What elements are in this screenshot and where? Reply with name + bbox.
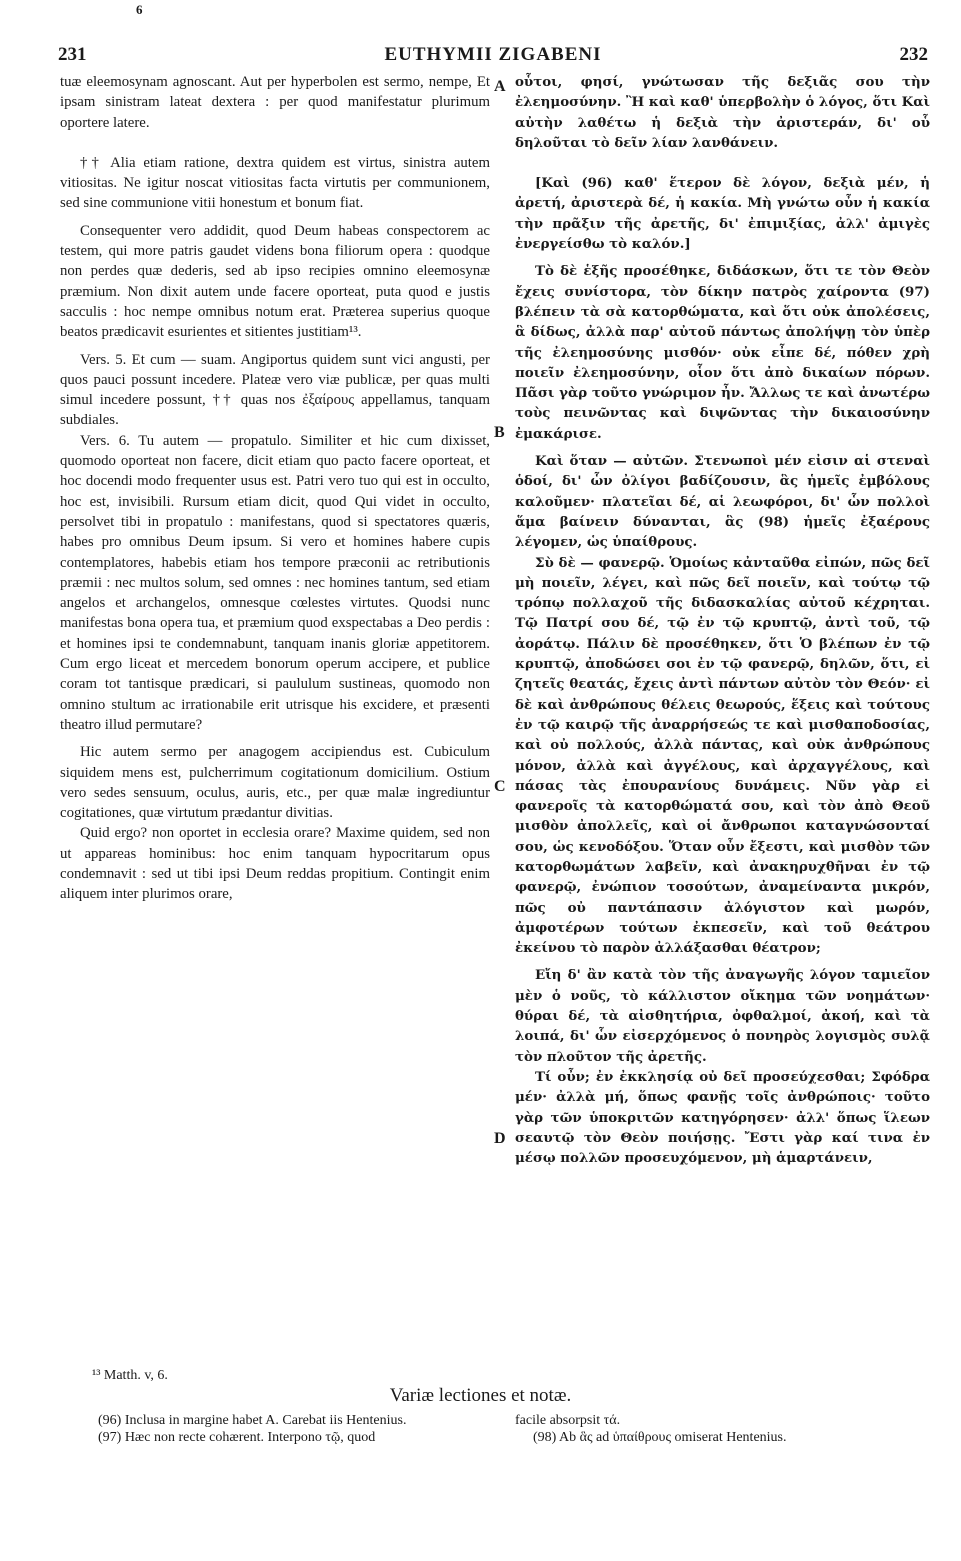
variae-note: (97) Hæc non recte cohærent. Interpono τῷ, quod (98, 1430, 376, 1445)
greek-paragraph: Τί οὖν; ἐν ἐκκλησίᾳ οὐ δεῖ προσεύχεσθαι; Σφόδρα μέν· ἀλλὰ μή, ὅπως φανῇς τοῖς ἀνθρώποις· τοῦτο γὰρ τῶν ὑποκριτῶν κατηγόρησεν· ἀλλ' ὅπως ἵλεων σεαυτῷ τὸν Θεὸν ποιήσῃς. Ἔστι γὰρ καί τινα ἐν μέσῳ πολλῶν προσευχόμενον, μὴ ἁμαρτάνειν, (515, 1068, 930, 1167)
latin-paragraph: Vers. 6. Tu autem — propatulo. Similiter et hic cum dixisset, quomodo oporteat non facere, dicit etiam quo pacto facere oporteat, et hoc docendi modo frequenter usus est. Patri vero tuo qui est in occulto, hoc est, invisibili. Rursum etiam dicit, quod Qui videt in occulto, persolvet tibi in propatulo : manifestans, quod si spectatores quæris, habes pro omnibus Deum ipsum. Si vero et homines habere cupis contemplatores, habebis etiam hos tempore præconii ac retributionis præmii : nec multos solum, sed omnes : nec homines tantum, sed etiam angelos et archangelos, omnesque cœlestes virtutes. Quodsi nunc manifestas bona opera tua, et præmium quod exspectabas a Deo perdis : et homines ipsi te condemnabunt, tanquam inanis gloriæ appetitorem. Cum ergo liceat et mercedem bonorum operum accipere, et publice coram tot tantisque prædicari, si paululum sustineas, quomodo non omnino stultum ac irrationabile erit utrisque his excidere, et præsenti theatro illud permutare? (60, 432, 490, 733)
greek-paragraph: [Καὶ (96) καθ' ἕτερον δὲ λόγον, δεξιὰ μέν, ἡ ἀρετή, ἀριστερὰ δέ, ἡ κακία. Μὴ γνώτω οὖν ἡ κακία τὴν πρᾶξιν τῆς ἀρετῆς, δι' ἐπιμιξίας, ἀλλ' ἀμιγὲς ἐνεργείσθω τὸ καλόν.] (515, 175, 930, 253)
latin-paragraph: Vers. 5. Et cum — suam. Angiportus quidem sunt vici angusti, per quos pauci possunt incedere. Plateæ vero viæ publicæ, per quas multi simul incedere possunt, †† quas nos ἐξαίρους appellamus, tanquam subdiales. (60, 351, 490, 429)
latin-paragraph: Hic autem sermo per anagogem accipiendus est. Cubiculum siquidem mens est, pulcherrimum cogitationum domicilium. Ostium vero sedes sensuum, oculus, auris, etc., per quæ malæ ingrediuntur cogitationes, quæ virtutum prædantur divitias. (60, 744, 490, 822)
running-title: EUTHYMII ZIGABENI (384, 44, 602, 65)
page-number-right: 232 (899, 44, 928, 65)
greek-paragraph: Εἴη δ' ἂν κατὰ τὸν τῆς ἀναγωγῆς λόγον ταμιεῖον μὲν ὁ νοῦς, τὸ κάλλιστον οἴκημα τῶν νοημάτων· θύραι δέ, τὰ αἰσθητήρια, ὀφθαλμοί, ἀκοή, καὶ τὰ λοιπά, δι' ὧν εἰσερχόμενος ὁ πονηρὸς λογισμὸς συλᾷ τὸν πλοῦτον τῆς ἀρετῆς. (515, 967, 930, 1065)
greek-paragraph: Καὶ ὅταν — αὐτῶν. Στενωποὶ μέν εἰσιν αἱ στεναὶ ὁδοί, δι' ὧν ὀλίγοι βαδίζουσιν, ἃς ἡμεῖς ἐμβόλους καλοῦμεν· πλατεῖαι δέ, αἱ λεωφόροι, δι' ὧν πολλοὶ ἅμα βαίνειν δύνανται, ἃς (98) ἡμεῖς ἐξαέρους λέγομεν, ὡς ὑπαίθρους. (515, 453, 930, 551)
section-letter-c: C (494, 778, 506, 795)
section-letter-a: A (494, 78, 506, 95)
latin-paragraph: Quid ergo? non oportet in ecclesia orare? Maxime quidem, sed non ut appareas hominibus: hoc enim tanquam hypocritarum opus condemnavit : sed ut tibi ipsi Deum reddas propitium. Contingit enim aliquem inter plurimos orare, (60, 825, 490, 903)
latin-column (60, 72, 490, 1342)
greek-paragraph: Σὺ δὲ — φανερῷ. Ὁμοίως κἀνταῦθα εἰπών, πῶς δεῖ μὴ ποιεῖν, λέγει, καὶ πῶς δεῖ ποιεῖν, καὶ τούτῳ τῷ τρόπῳ πολλαχοῦ τῆς διδασκαλίας αὐτοῦ κέχρηται. Τῷ Πατρί σου δέ, τῷ ἐν τῷ κρυπτῷ, ἀντὶ τοῦ, τῷ ἀοράτῳ. Πάλιν δὲ προσέθηκεν, ὅτι Ὁ βλέπων ἐν τῷ κρυπτῷ, ἀποδώσει σοι ἐν τῷ φανερῷ, δηλῶν, ὅτι, εἰ ζητεῖς θεατάς, ἔχεις ἀντὶ πάντων αὐτὸν τὸν Θεόν· εἰ δὲ καὶ ἀνθρώπους θέλεις θεωρούς, ἕξεις καὶ τούτους ἐν τῷ καιρῷ τῆς ἀναρρήσεώς τε καὶ μισθαποδοσίας, καὶ οὐ πολλούς, ἀλλὰ πάντας, καὶ οὐκ ἀνθρώπους μόνον, ἀλλὰ καὶ ἀγγέλους, καὶ ἀρχαγγέλους, καὶ πάσας τὰς ἐπουρανίους δυνάμεις. Νῦν γὰρ εἰ φανεροῖς τὰ κατορθώματά σου, καὶ τὸν ἀπὸ Θεοῦ μισθὸν ἀπολλεῖς, καὶ οἱ ἄνθρωποι καταγνώσονταί σου, ὡς κενοδόξου. Ὅταν οὖν ἔξεστι, καὶ μισθὸν τῶν κατορθωμάτων λαβεῖν, καὶ ἀνακηρυχθῆναι ἐν τῷ φανερῷ, ἐνώπιον τοσούτων, ἀναμείναντα μικρόν, πῶς οὐ παντάπασιν ἀλόγιστον καὶ μωρόν, ἀμφοτέρων τούτων ἐκπεσεῖν, καὶ τοῦ θεάτρου ἐκείνου τὸ παρὸν ἀλλάξασθαι θέατρον; (515, 554, 930, 957)
greek-paragraph: Τὸ δὲ ἑξῆς προσέθηκε, διδάσκων, ὅτι τε τὸν Θεὸν ἔχεις συνίστορα, τὸν δίκην πατρὸς χαίροντα (97) βλέπειν τὰ σὰ κατορθώματα, καὶ ὅτι οὐκ ἀπολέσεις, ἃ δίδως, ἀλλὰ παρ' αὐτοῦ πάντως ἀπολήψῃ τὸν ὑπὲρ τῆς ἐλεημοσύνης μισθόν· οὐκ εἶπε δέ, πόθεν χρὴ ποιεῖν ἐλεημοσύνην, οἷον ὅτι ἀπὸ δικαίων πόρων. Πᾶσι γὰρ τοῦτο γνώριμον ἦν. Ἄλλως τε καὶ ἀνωτέρω τοὺς πεινῶντας καὶ διψῶντας τὴν δικαιοσύνην ἐμακάρισε. (515, 263, 930, 442)
latin-paragraph: †† Alia etiam ratione, dextra quidem est virtus, sinistra autem vitiositas. Ne igitur noscat vitiositas facta virtutis per communionem, sed sine communione vitii honestum et bonum fiat. (60, 154, 490, 212)
latin-paragraph: tuæ eleemosynam agnoscant. Aut per hyperbolen est sermo, nempe, Et ipsam sinistram lateat dextera : per quod manifestatur plurimum oportere latere. (60, 74, 490, 131)
variae-note: facile absorpsit τά. (515, 1413, 621, 1428)
page-number-left: 231 (58, 44, 87, 65)
variae-note: (96) Inclusa in margine habet A. Carebat iis Hentenius. (98, 1413, 407, 1428)
variae-left-column (80, 1412, 495, 1446)
variae-heading: Variæ lectiones et notæ. (389, 1385, 572, 1406)
variae-note: (98) Ab ἃς ad ὑπαίθρους omiserat Hentenius. (533, 1430, 787, 1445)
corner-mark: 6 (136, 2, 143, 17)
greek-paragraph: οὗτοι, φησί, γνώτωσαν τῆς δεξιᾶς σου τὴν ἐλεημοσύνην. Ἢ καὶ καθ' ὑπερβολὴν ὁ λόγος, ὅτι Καὶ αὐτὴν λαθέτω ἡ δεξιὰ τὴν ἀριστεράν, δι' οὗ δηλοῦται τὸ δεῖν λίαν λανθάνειν. (515, 74, 930, 151)
section-letter-d: D (494, 1130, 506, 1147)
variae-right-column (515, 1412, 930, 1446)
running-header (58, 44, 928, 68)
section-letter-b: B (494, 424, 505, 441)
footnote: ¹³ Matth. v, 6. (92, 1368, 168, 1383)
greek-column (515, 72, 930, 1342)
latin-paragraph: Consequenter vero addidit, quod Deum habeas conspectorem ac testem, qui more patris gaudet videns bona filiorum opera : quodque non perdes quæ dederis, sed ab ipso recipies omnino eleemosynæ præmium. Non dixit autem unde facere oporteat, puta quod e justis sacculis : hoc nempe omnibus notum erat. Præterea superius quoque beatos prædicavit esurientes et sitientes justitiam¹³. (60, 222, 490, 341)
